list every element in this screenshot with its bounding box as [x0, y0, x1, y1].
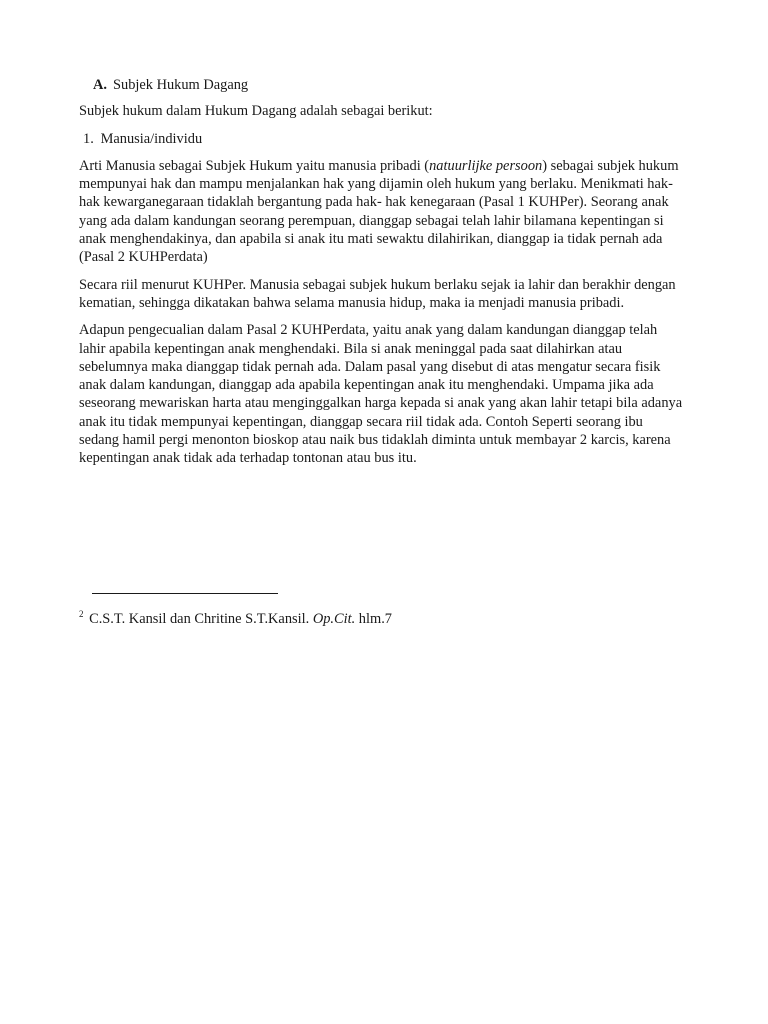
intro-paragraph: Subjek hukum dalam Hukum Dagang adalah sebagai berikut:	[79, 103, 433, 120]
paragraph-riil: Secara riil menurut KUHPer. Manusia sebagai subjek hukum berlaku sejak ia lahir dan berakhir dengan kematian, sehingga dikatakan bahwa selama manusia hidup, maka ia menjadi manusia pribadi.	[79, 276, 676, 311]
section-heading	[93, 76, 683, 94]
list-label: Manusia/individu	[100, 130, 203, 147]
footnote-text: C.S.T. Kansil dan Chritine S.T.Kansil.	[85, 611, 313, 627]
footnote-italic: Op.Cit.	[312, 611, 356, 627]
section-letter: A.	[93, 77, 107, 93]
paragraph1-text-start: Arti Manusia sebagai Subjek Hukum yaitu manusia pribadi (	[79, 157, 430, 174]
paragraph1-text-end: ) sebagai subjek hukum mempunyai hak dan mampu menjalankan hak yang dijamin oleh hukum yang berlaku. Menikmati hak-hak kewarganegaraan tidaklah bergantung pada hak- hak kenegaraan (Pasal 1 KUHPer). Seorang anak yang ada dalam kandungan seorang perempuan, dianggap sebagai telah lahir bilamana kepentingan si anak menghendakinya, dan apabila si anak itu mati sewaktu dilahirikan, dianggap ia tidak pernah ada (Pasal 2 KUHPerdata)	[79, 157, 679, 266]
footnote-separator	[92, 593, 278, 594]
paragraph-exception: Adapun pengecualian dalam Pasal 2 KUHPerdata, yaitu anak yang dalam kandungan dianggap telah lahir apabila kepentingan anak menghendaki. Bila si anak meninggal pada saat dilahirkan atau sebelumnya maka dianggap tidak pernah ada. Dalam pasal yang disebut di atas mengatur secara fisik anak dalam kandungan, dianggap ada apabila kepentingan anak itu menghendaki. Umpama jika ada seseorang mewariskan harta atau menginggalkan harga kepada si anak yang akan lahir tetapi bila adanya anak itu tidak mempunyai kepentingan, dianggap secara riil tidak ada. Contoh Seperti seorang ibu sedang hamil pergi menonton bioskop atau naik bus tidaklah diminta untuk membayar 2 karcis, karena kepentingan anak tidak ada terhadap tontonan atau bus itu.	[79, 322, 683, 467]
list-number: 1.	[83, 130, 94, 147]
footnote-end: hlm.7	[355, 611, 392, 627]
document-body	[79, 76, 683, 477]
footnote	[79, 605, 392, 628]
paragraph1-italic-term: natuurlijke persoon	[429, 157, 543, 174]
section-title: Subjek Hukum Dagang	[113, 77, 249, 93]
footnote-marker: 2	[79, 609, 84, 619]
paragraph-subject-definition	[79, 157, 683, 267]
list-item	[79, 130, 683, 148]
